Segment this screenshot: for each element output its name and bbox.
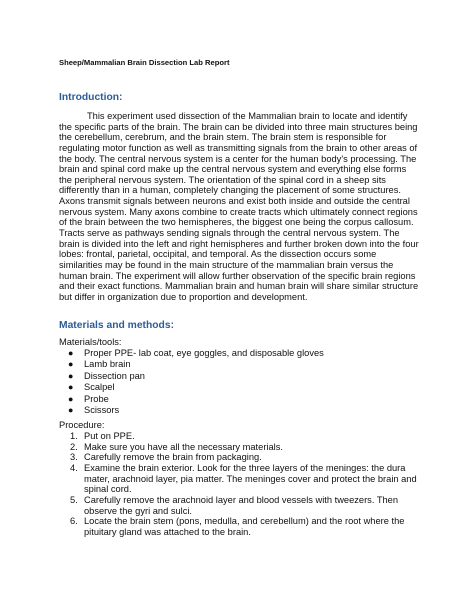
procedure-step: [59, 463, 417, 495]
step-text: [84, 495, 417, 516]
paragraph-line: lobes: frontal, parietal, occipital, and temporal. As the dissection occurs some: [59, 249, 377, 260]
step-number: 1.: [70, 431, 78, 441]
paragraph-line: of the brain between the two hemispheres, the biggest one being the corpus callosum.: [59, 217, 414, 228]
procedure-list: [59, 431, 417, 538]
step-line: Put on PPE.: [84, 431, 135, 441]
paragraph-line: Tracts serve as pathways sending signals through the central nervous system. The: [59, 228, 400, 239]
step-line: Locate the brain stem (pons, medulla, and cerebellum) and the root where the: [84, 516, 405, 527]
bullet-icon: ●: [68, 359, 74, 370]
procedure-step: [59, 452, 417, 463]
step-number: 5.: [70, 494, 78, 505]
bullet-icon: ●: [68, 382, 74, 393]
step-line: observe the gyri and sulci.: [84, 505, 193, 516]
paragraph-line: the specific parts of the brain. The brain can be divided into three main structures being: [59, 121, 418, 132]
paragraph-line: This experiment used dissection of the Mammalian brain to locate and identify: [87, 111, 408, 121]
step-text: [84, 442, 417, 453]
materials-item: [59, 382, 324, 393]
step-number: 6.: [70, 516, 78, 527]
procedure-step: [59, 442, 417, 453]
document-title: Sheep/Mammalian Brain Dissection Lab Report: [59, 58, 230, 67]
step-text: [84, 516, 417, 537]
paragraph-line: similarities may be found in the main structure of the mammalian brain versus the: [59, 259, 394, 270]
materials-item: [59, 394, 324, 405]
materials-item: [59, 359, 324, 370]
step-line: mater, arachnoid layer, pia matter. The meninges cover and protect the brain and: [84, 473, 417, 484]
paragraph-line: the cerebellum, cerebrum, and the brain stem. The brain stem is responsible for: [59, 132, 387, 143]
bullet-icon: ●: [68, 348, 74, 358]
procedure-step: [59, 495, 417, 516]
materials-item-text: Probe: [84, 393, 109, 404]
step-number: 2.: [70, 441, 78, 452]
step-line: pituitary gland was attached to the brain.: [84, 526, 251, 537]
materials-label: Materials/tools:: [59, 337, 122, 347]
bullet-icon: ●: [68, 404, 74, 415]
materials-item-text: Dissection pan: [84, 370, 145, 381]
bullet-icon: ●: [68, 393, 74, 404]
procedure-step: [59, 516, 417, 537]
paragraph-line: but differ in organization due to proportion and development.: [59, 291, 308, 302]
materials-item: [59, 371, 324, 382]
step-number: 4.: [70, 462, 78, 473]
methods-heading: Materials and methods:: [59, 320, 175, 331]
materials-item-text: Scalpel: [84, 382, 115, 393]
materials-item: [59, 348, 324, 359]
step-text: [84, 431, 417, 442]
materials-item-text: Lamb brain: [84, 359, 131, 370]
paragraph-line: brain and spinal cord make up the central nervous system and everything else forms: [59, 164, 407, 175]
materials-item: [59, 405, 324, 416]
paragraph-line: differently than in a human, completely changing the placement of some structures.: [59, 185, 401, 196]
step-line: Examine the brain exterior. Look for the three layers of the meninges: the dura: [84, 462, 406, 473]
paragraph-line: nervous system. Many axons combine to create tracts which ultimately connect regions: [59, 206, 418, 217]
introduction-heading: Introduction:: [59, 92, 123, 103]
materials-item-text: Proper PPE- lab coat, eye goggles, and disposable gloves: [84, 348, 324, 358]
step-text: [84, 463, 417, 495]
paragraph-line: and their exact functions. Mammalian brain and human brain will share similar structure: [59, 281, 419, 292]
step-line: spinal cord.: [84, 484, 132, 495]
materials-list: [59, 348, 324, 416]
procedure-label: Procedure:: [59, 420, 105, 430]
paragraph-line: human brain. The experiment will allow further observation of the specific brain regions: [59, 270, 416, 281]
introduction-paragraph: [59, 111, 425, 303]
bullet-icon: ●: [68, 370, 74, 381]
paragraph-line: Axons transmit signals between neurons and exist both inside and outside the central: [59, 196, 410, 207]
paragraph-line: the peripheral nervous system. The orientation of the spinal cord in a sheep sits: [59, 174, 386, 185]
paragraph-line: the body. The central nervous system is a center for the human body's processing. The: [59, 153, 417, 164]
step-line: Make sure you have all the necessary materials.: [84, 441, 283, 452]
procedure-step: [59, 431, 417, 442]
step-line: Carefully remove the brain from packaging.: [84, 452, 262, 463]
step-number: 3.: [70, 452, 78, 463]
materials-item-text: Scissors: [84, 404, 120, 415]
paragraph-line: brain is divided into the left and right hemispheres and further broken down into the four: [59, 238, 419, 249]
paragraph-line: regulating motor function as well as transmitting signals from the brain to other areas of: [59, 142, 418, 153]
step-line: Carefully remove the arachnoid layer and blood vessels with tweezers. Then: [84, 494, 399, 505]
step-text: [84, 452, 417, 463]
